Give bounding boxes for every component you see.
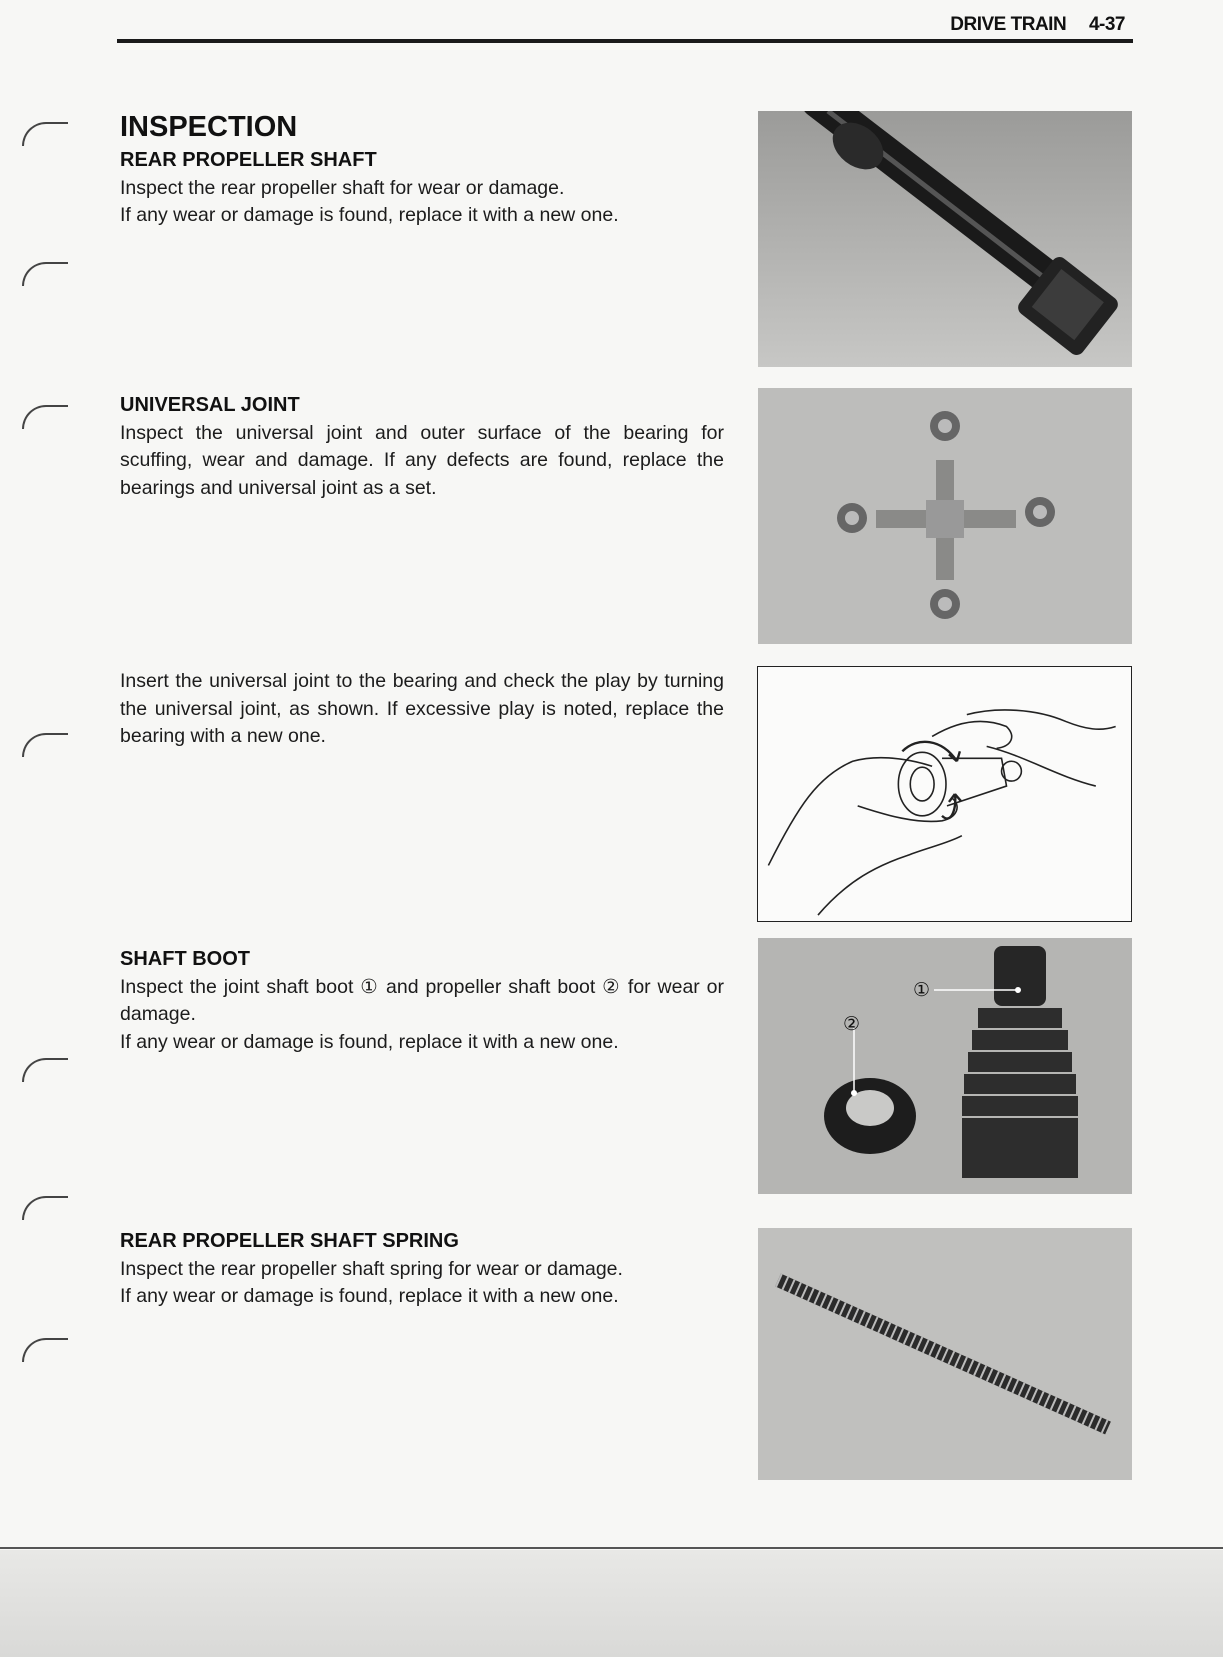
section-title: UNIVERSAL JOINT <box>120 394 300 416</box>
binder-mark <box>22 733 68 757</box>
binder-mark <box>22 405 68 429</box>
section-title: REAR PROPELLER SHAFT <box>120 149 377 171</box>
section-rear-propeller-shaft-spring <box>120 1228 724 1311</box>
section-text: Inspect the joint shaft boot ① and propeller shaft boot ② for wear or damage. <box>120 975 724 1025</box>
header-rule <box>117 39 1133 43</box>
binder-mark <box>22 122 68 146</box>
section-line: If any wear or damage is found, replace it with a new one. <box>120 1030 619 1053</box>
section-line: Inspect the rear propeller shaft spring for wear or damage. <box>120 1257 623 1280</box>
section-title: REAR PROPELLER SHAFT SPRING <box>120 1230 459 1252</box>
photo-universal-joint <box>758 388 1132 644</box>
callout-joint-shaft-boot: ① <box>913 980 931 1001</box>
section-line: If any wear or damage is found, replace it with a new one. <box>120 1285 619 1307</box>
binder-mark <box>22 262 68 286</box>
callout-propeller-shaft-boot: ② <box>843 1014 861 1035</box>
page-header <box>950 14 1125 36</box>
section-line: If any wear or damage is found, replace it with a new one. <box>120 204 619 226</box>
section-text: Insert the universal joint to the bearing and check the play by turning the universal joint, as shown. If excessive play is noted, replace the bearing with a new one. <box>120 670 724 747</box>
section-shaft-boot <box>120 946 724 1056</box>
header-page-number: 4-37 <box>1088 14 1125 35</box>
section-universal-joint <box>120 392 724 502</box>
page-bottom-shadow <box>0 1550 1223 1657</box>
photo-propeller-shaft <box>758 111 1132 367</box>
photo-shaft-boots <box>758 938 1132 1194</box>
binder-mark <box>22 1196 68 1220</box>
section-universal-joint-play <box>120 668 724 751</box>
section-text: Inspect the universal joint and outer surface of the bearing for scuffing, wear and damage. If any defects are found, replace the bearings and universal joint as a set. <box>120 421 724 499</box>
section-title: SHAFT BOOT <box>120 948 250 970</box>
binder-mark <box>22 1338 68 1362</box>
section-rear-propeller-shaft <box>120 147 724 230</box>
photo-propeller-shaft-spring <box>758 1228 1132 1480</box>
header-section-title: DRIVE TRAIN <box>950 14 1067 35</box>
illustration-joint-play-check <box>757 666 1132 922</box>
bottom-rule <box>0 1547 1223 1549</box>
page-heading: INSPECTION <box>120 111 298 143</box>
binder-mark <box>22 1058 68 1082</box>
section-line: Inspect the rear propeller shaft for wear or damage. <box>120 176 565 199</box>
